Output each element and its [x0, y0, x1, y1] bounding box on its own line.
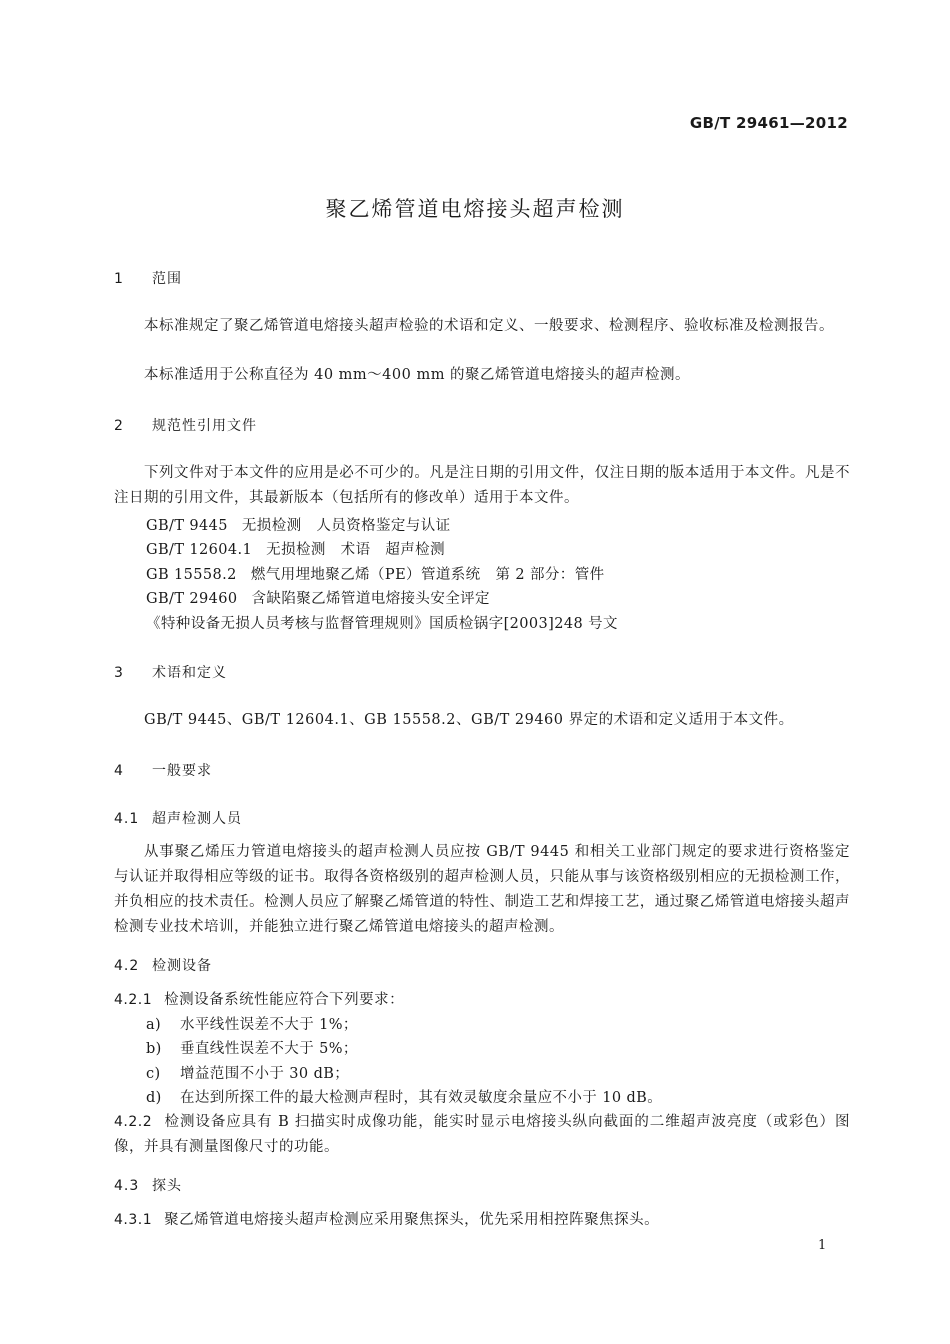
section-title: 规范性引用文件 [152, 418, 257, 434]
list-item-label: c) [146, 1066, 161, 1082]
section-title: 一般要求 [152, 763, 212, 779]
list-item [146, 1086, 662, 1107]
reference-item [146, 563, 605, 584]
clause-text: 检测设备系统性能应符合下列要求： [164, 992, 405, 1008]
section-title: 术语和定义 [152, 665, 227, 681]
scope-paragraph-2: 本标准适用于公称直径为 40 mm～400 mm 的聚乙烯管道电熔接头的超声检测。 [144, 367, 691, 383]
reference-title: 无损检测 术语 超声检测 [266, 542, 445, 558]
subsection-number: 4.2 [114, 958, 140, 974]
section-3-heading [114, 662, 227, 682]
list-item-text: 增益范围不小于 30 dB； [180, 1066, 350, 1082]
section-number: 1 [114, 271, 124, 287]
subsection-title: 探头 [152, 1178, 182, 1194]
clause-text: 聚乙烯管道电熔接头超声检测应采用聚焦探头，优先采用相控阵聚焦探头。 [164, 1212, 660, 1228]
list-item [146, 1062, 349, 1083]
subsection-title: 检测设备 [152, 958, 212, 974]
section-number: 3 [114, 665, 124, 681]
section-4-heading [114, 760, 212, 780]
document-title: 聚乙烯管道电熔接头超声检测 [325, 197, 625, 221]
subsection-4-2-heading [114, 955, 212, 975]
clause-4-3-1 [114, 1208, 850, 1233]
reference-item [146, 612, 618, 633]
reference-title: 无损检测 人员资格鉴定与认证 [241, 518, 451, 534]
clause-number: 4.2.1 [114, 992, 153, 1008]
subsection-title: 超声检测人员 [152, 811, 242, 827]
reference-item [146, 514, 451, 535]
reference-code: GB/T 29460 [146, 591, 238, 607]
reference-code: GB 15558.2 [146, 567, 237, 583]
list-item [146, 1037, 358, 1058]
clause-4-2-2 [114, 1110, 850, 1160]
reference-title: 燃气用埋地聚乙烯（PE）管道系统 第 2 部分：管件 [250, 567, 605, 583]
reference-item [146, 538, 445, 559]
reference-code: GB/T 12604.1 [146, 542, 253, 558]
section-number: 4 [114, 763, 124, 779]
references-intro: 下列文件对于本文件的应用是必不可少的。凡是注日期的引用文件，仅注日期的版本适用于本文件。凡是不注日期的引用文件，其最新版本（包括所有的修改单）适用于本文件。 [114, 465, 850, 506]
subsection-number: 4.1 [114, 811, 140, 827]
reference-title: 《特种设备无损人员考核与监督管理规则》国质检锅字[2003]248 号文 [146, 616, 618, 632]
list-item-label: d) [146, 1090, 162, 1106]
subsection-4-3-heading [114, 1175, 182, 1195]
list-item-text: 在达到所探工件的最大检测声程时，其有效灵敏度余量应不小于 10 dB。 [180, 1090, 663, 1106]
page-number: 1 [818, 1238, 827, 1253]
clause-number: 4.3.1 [114, 1212, 153, 1228]
personnel-paragraph: 从事聚乙烯压力管道电熔接头的超声检测人员应按 GB/T 9445 和相关工业部门规定的要求进行资格鉴定与认证并取得相应等级的证书。取得各资格级别的超声检测人员，只能从事与该资格级别相应的无损检测工作，并负相应的技术责任。检测人员应了解聚乙烯管道的特性、制造工艺和焊接工艺，通过聚乙烯管道电熔接头超声检测专业技术培训，并能独立进行聚乙烯管道电熔接头的超声检测。 [114, 844, 850, 935]
list-item-label: a) [146, 1017, 162, 1033]
list-item-label: b) [146, 1041, 162, 1057]
subsection-number: 4.3 [114, 1178, 140, 1194]
clause-4-2-1 [114, 988, 850, 1013]
list-item [146, 1013, 358, 1034]
standard-code: GB/T 29461—2012 [689, 114, 848, 132]
reference-item [146, 587, 490, 608]
clause-text: 检测设备应具有 B 扫描实时成像功能，能实时显示电熔接头纵向截面的二维超声波亮度（或彩色）图像，并具有测量图像尺寸的功能。 [114, 1114, 850, 1155]
subsection-4-1-heading [114, 808, 242, 828]
section-2-heading [114, 415, 257, 435]
section-number: 2 [114, 418, 124, 434]
list-item-text: 水平线性误差不大于 1%； [180, 1017, 358, 1033]
scope-paragraph-1: 本标准规定了聚乙烯管道电熔接头超声检验的术语和定义、一般要求、检测程序、验收标准及检测报告。 [144, 318, 834, 334]
section-title: 范围 [152, 271, 182, 287]
section-1-heading [114, 268, 182, 288]
terms-paragraph: GB/T 9445、GB/T 12604.1、GB 15558.2、GB/T 29460 界定的术语和定义适用于本文件。 [144, 712, 794, 728]
reference-code: GB/T 9445 [146, 518, 228, 534]
clause-number: 4.2.2 [114, 1114, 153, 1130]
list-item-text: 垂直线性误差不大于 5%； [180, 1041, 358, 1057]
reference-title: 含缺陷聚乙烯管道电熔接头安全评定 [251, 591, 490, 607]
